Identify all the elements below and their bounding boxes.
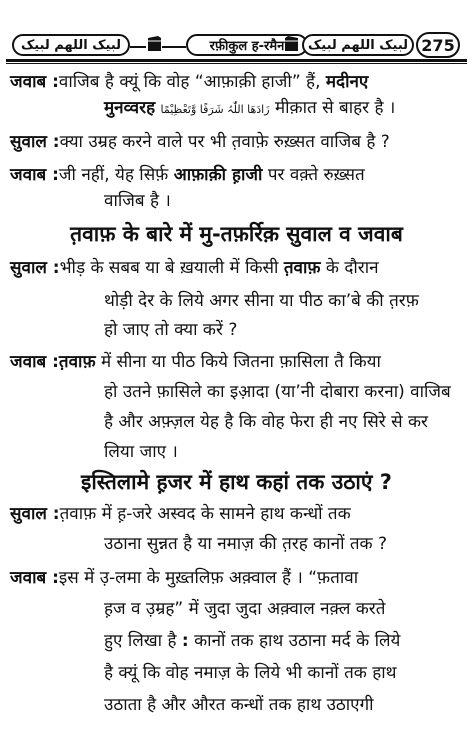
text-span: क्या उम्रह करने वाले पर भी त़वाफ़े रुख़्सत वाजिब है ?: [59, 132, 390, 152]
kaaba-icon: [284, 32, 300, 52]
text-span: इस में उ़-लमा के मुख़्तलिफ़ अक़्वाल हैं । “फ़तावा: [58, 568, 359, 588]
text-span: के दौरान: [320, 258, 379, 278]
page-header: [6, 22, 467, 62]
bold-term: त़वाफ़: [283, 258, 321, 278]
text-span: थोड़ी देर के लिये अगर सीना या पीठ का’बे की त़रफ़: [104, 291, 419, 311]
text-line: [104, 532, 463, 556]
text-line: [104, 96, 463, 120]
header-connector: [162, 46, 186, 48]
header-title: रफ़ीकुल ह-रमैन: [186, 34, 308, 56]
kaaba-icon: [146, 32, 162, 52]
text-line: [10, 566, 463, 590]
text-line: [104, 597, 463, 621]
answer-label: जवाब :: [10, 72, 59, 92]
text-span: कानों तक हाथ उठाना मर्द के लिये: [188, 631, 401, 651]
text-span: उठाता है और औरत कन्धों तक हाथ उठाएगी: [104, 695, 374, 715]
question-label: सुवाल :: [10, 504, 60, 524]
answer-label: जवाब :: [10, 165, 59, 185]
arabic-honorific: زَادَھَا اللّٰہُ شَرَفًا وَّتَعْظِیْمًا: [160, 103, 270, 116]
answer-label: जवाब :: [10, 352, 59, 372]
text-line: [10, 256, 463, 280]
text-span: हो जाए तो क्या करें ?: [104, 320, 238, 340]
bold-term: त़वाफ़: [58, 352, 96, 372]
text-span: लिया जाए ।: [104, 442, 178, 462]
text-line: [104, 629, 463, 653]
text-line: [10, 130, 463, 154]
text-span: ह़ज व उ़म्रह” में जुदा जुदा अक़्वाल नक़्ल करते: [104, 599, 386, 619]
header-label-right: لبیک اللھم لبیک: [302, 34, 414, 56]
text-span: में सीना या पीठ किये जितना फ़ासिला तै किया: [95, 352, 381, 372]
text-span: है क्यूं कि वोह नमाज़ के लिये भी कानों तक हाथ: [104, 663, 397, 683]
question-label: सुवाल :: [10, 132, 60, 152]
text-line: [10, 70, 463, 94]
question-label: सुवाल :: [10, 258, 60, 278]
text-span: हो उतने फ़ासिले का इआ़दा (या’नी दोबारा करना) वाजिब: [104, 382, 451, 402]
text-span: मीक़ात से बाहर है ।: [269, 98, 396, 118]
text-line: [104, 440, 463, 464]
header-connector: [130, 46, 146, 48]
header-rule: [6, 59, 467, 62]
bold-term: मदीनए: [325, 72, 369, 92]
text-line: [104, 189, 463, 213]
header-rule-thin: [6, 63, 467, 64]
text-line: [10, 163, 463, 187]
text-span: है और अफ़्ज़ल येह है कि वोह फेरा ही नए सिरे से कर: [104, 412, 428, 432]
text-span: भीड़ के सबब या बे ख़याली में किसी: [59, 258, 284, 278]
text-span: उठाना सुन्नत है या नमाज़ की त़रह कानों तक ?: [104, 534, 388, 554]
text-line: [104, 693, 463, 717]
text-line: [104, 318, 463, 342]
text-line: [10, 350, 463, 374]
bold-term: आफ़ाक़ी ह़ाजी: [173, 165, 263, 185]
text-line: [104, 661, 463, 685]
text-line: [104, 380, 463, 404]
section-heading: त़वाफ़ के बारे में मु-तफ़र्रिक़ सुवाल व जवाब: [70, 222, 403, 246]
text-span: त़वाफ़ में ह़-जरे अस्वद के सामने हाथ कन्धों तक: [59, 504, 351, 524]
text-span: जी नहीं, येह सिर्फ़: [58, 165, 174, 185]
bold-term: :: [181, 631, 189, 651]
text-line: [104, 410, 463, 434]
text-line: [10, 502, 463, 526]
header-label-left: لبیک اللھم لبیک: [12, 34, 130, 56]
text-span: पर वक़्ते रुख़्सत: [262, 165, 365, 185]
bold-term: मुनव्वरह: [104, 98, 156, 118]
text-line: [104, 289, 463, 313]
section-heading: इस्तिलामे ह़जर में हाथ कहां तक उठाएं ?: [81, 470, 392, 494]
text-span: हुए लिखा है: [104, 631, 182, 651]
text-span: वाजिब है क्यूं कि वोह “आफ़ाक़ी हाजी” हैं,: [58, 72, 326, 92]
text-span: वाजिब है ।: [104, 191, 171, 211]
answer-label: जवाब :: [10, 568, 59, 588]
page-number: 275: [416, 32, 460, 58]
